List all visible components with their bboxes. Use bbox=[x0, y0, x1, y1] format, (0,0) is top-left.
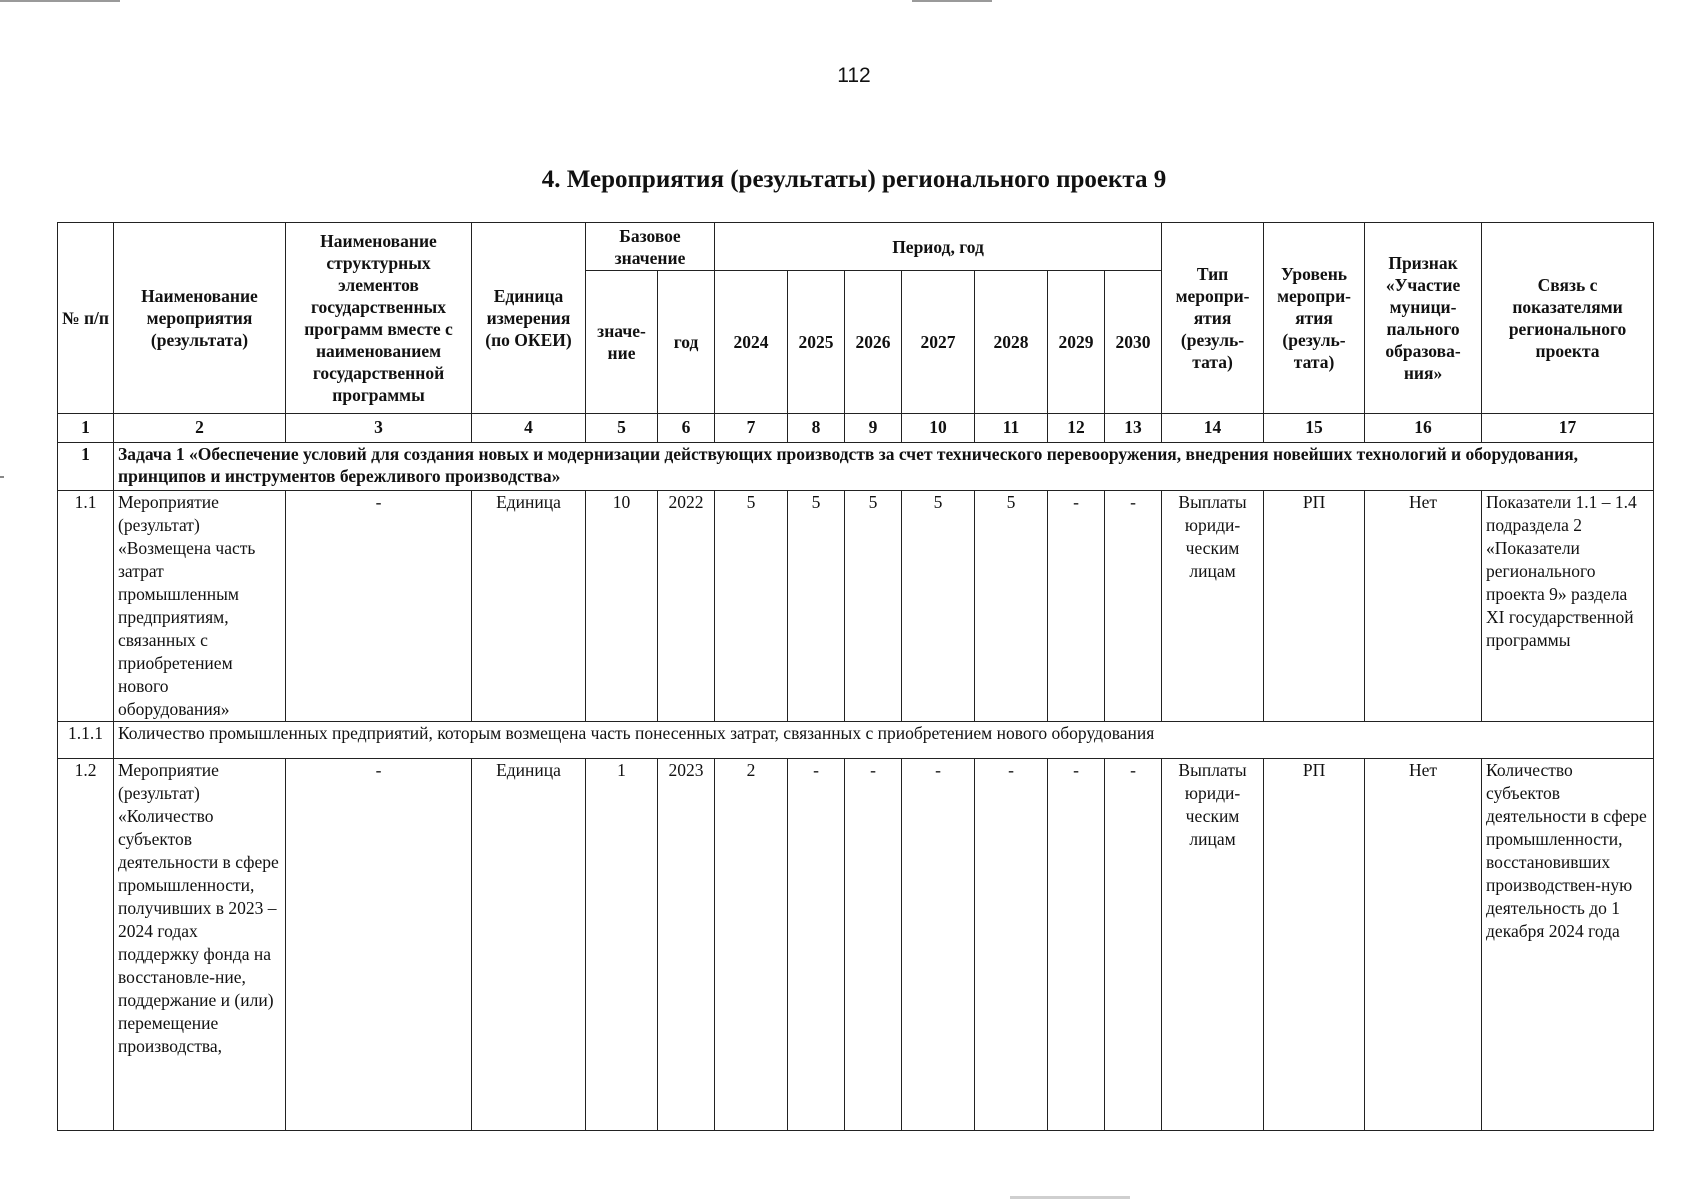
value-2024-cell: 2 bbox=[715, 759, 788, 1131]
unit-cell: Единица bbox=[472, 491, 586, 722]
column-number: 6 bbox=[658, 414, 715, 443]
structural-element: - bbox=[286, 759, 472, 1131]
event-level-cell: РП bbox=[1264, 759, 1365, 1131]
header-row-top bbox=[58, 223, 1654, 271]
header-period: Период, год bbox=[715, 223, 1162, 271]
column-number-row bbox=[58, 414, 1654, 443]
value-2027-cell: 5 bbox=[902, 491, 975, 722]
header-year-2025: 2025 bbox=[788, 271, 845, 414]
scan-edge-line-center bbox=[912, 0, 992, 2]
column-number: 15 bbox=[1264, 414, 1365, 443]
column-number: 3 bbox=[286, 414, 472, 443]
value-2029-cell: - bbox=[1048, 491, 1105, 722]
row-number: 1.2 bbox=[58, 759, 114, 1131]
base-year-cell: 2022 bbox=[658, 491, 715, 722]
column-number: 13 bbox=[1105, 414, 1162, 443]
header-type: Тип меропри-ятия (резуль-тата) bbox=[1162, 223, 1264, 414]
table-row-1-2 bbox=[58, 759, 1654, 1131]
value-2026-cell: 5 bbox=[845, 491, 902, 722]
base-value-cell: 1 bbox=[586, 759, 658, 1131]
value-2028-cell: - bbox=[975, 759, 1048, 1131]
header-level: Уровень меропри-ятия (резуль-тата) bbox=[1264, 223, 1365, 414]
column-number: 1 bbox=[58, 414, 114, 443]
header-year-2026: 2026 bbox=[845, 271, 902, 414]
base-year-cell: 2023 bbox=[658, 759, 715, 1131]
indicator-link-cell: Количество субъектов деятельности в сфере промышленности, восстановивших производствен-ную деятельность до 1 декабря 2024 года bbox=[1482, 759, 1654, 1131]
event-type-cell: Выплаты юриди-ческим лицам bbox=[1162, 759, 1264, 1131]
value-2025-cell: - bbox=[788, 759, 845, 1131]
column-number: 7 bbox=[715, 414, 788, 443]
table-row-1-1-1 bbox=[58, 722, 1654, 759]
header-year-2027: 2027 bbox=[902, 271, 975, 414]
value-2025-cell: 5 bbox=[788, 491, 845, 722]
task-text: Задача 1 «Обеспечение условий для создания новых и модернизации действующих производств за счет технического перевооружения, внедрения новейших технологий и оборудования, принципов и инструментов бережливого производства» bbox=[114, 443, 1654, 491]
structural-element: - bbox=[286, 491, 472, 722]
column-number: 9 bbox=[845, 414, 902, 443]
section-title: 4. Мероприятия (результаты) регионального проекта 9 bbox=[541, 166, 1167, 193]
column-number: 8 bbox=[788, 414, 845, 443]
unit-cell: Единица bbox=[472, 759, 586, 1131]
municipal-flag-cell: Нет bbox=[1365, 491, 1482, 722]
header-unit: Единица измерения (по ОКЕИ) bbox=[472, 223, 586, 414]
row-number: 1.1 bbox=[58, 491, 114, 722]
task-row bbox=[58, 443, 1654, 491]
value-2030-cell: - bbox=[1105, 759, 1162, 1131]
event-name: Мероприятие (результат) «Количество субъектов деятельности в сфере промышленности, получивших в 2023 – 2024 годах поддержку фонда на восстановле-ние, поддержание и (или) перемещение производства, bbox=[114, 759, 286, 1131]
task-number: 1 bbox=[58, 443, 114, 491]
header-structural: Наименование структурных элементов государственных программ вместе с наименованием государственной программы bbox=[286, 223, 472, 414]
scan-margin-mark bbox=[0, 476, 4, 478]
page-number: 112 bbox=[837, 64, 871, 87]
header-year-2028: 2028 bbox=[975, 271, 1048, 414]
header-year-2029: 2029 bbox=[1048, 271, 1105, 414]
column-number: 10 bbox=[902, 414, 975, 443]
municipal-flag-cell: Нет bbox=[1365, 759, 1482, 1131]
header-base-value: значе-ние bbox=[586, 271, 658, 414]
header-name: Наименование мероприятия (результата) bbox=[114, 223, 286, 414]
value-2030-cell: - bbox=[1105, 491, 1162, 722]
value-2028-cell: 5 bbox=[975, 491, 1048, 722]
subtask-text: Количество промышленных предприятий, которым возмещена часть понесенных затрат, связанных с приобретением нового оборудования bbox=[114, 722, 1654, 759]
value-2024-cell: 5 bbox=[715, 491, 788, 722]
scan-edge-line-left bbox=[0, 0, 120, 2]
column-number: 16 bbox=[1365, 414, 1482, 443]
event-level-cell: РП bbox=[1264, 491, 1365, 722]
column-number: 12 bbox=[1048, 414, 1105, 443]
table-row-1-1 bbox=[58, 491, 1654, 722]
events-table bbox=[57, 222, 1654, 1131]
header-link: Связь с показателями регионального проекта bbox=[1482, 223, 1654, 414]
column-number: 11 bbox=[975, 414, 1048, 443]
event-type-cell: Выплаты юриди-ческим лицам bbox=[1162, 491, 1264, 722]
event-name: Мероприятие (результат) «Возмещена часть затрат промышленным предприятиям, связанных с приобретением нового оборудования» bbox=[114, 491, 286, 722]
row-number: 1.1.1 bbox=[58, 722, 114, 759]
header-year-2030: 2030 bbox=[1105, 271, 1162, 414]
column-number: 2 bbox=[114, 414, 286, 443]
header-num: № п/п bbox=[58, 223, 114, 414]
header-base: Базовое значение bbox=[586, 223, 715, 271]
column-number: 17 bbox=[1482, 414, 1654, 443]
scan-bottom-mark bbox=[1010, 1196, 1130, 1199]
header-municipal: Признак «Участие муници-пального образова-ния» bbox=[1365, 223, 1482, 414]
column-number: 14 bbox=[1162, 414, 1264, 443]
indicator-link-cell: Показатели 1.1 – 1.4 подраздела 2 «Показатели регионального проекта 9» раздела XI государственной программы bbox=[1482, 491, 1654, 722]
value-2029-cell: - bbox=[1048, 759, 1105, 1131]
value-2026-cell: - bbox=[845, 759, 902, 1131]
column-number: 4 bbox=[472, 414, 586, 443]
header-year-2024: 2024 bbox=[715, 271, 788, 414]
base-value-cell: 10 bbox=[586, 491, 658, 722]
column-number: 5 bbox=[586, 414, 658, 443]
value-2027-cell: - bbox=[902, 759, 975, 1131]
header-base-year: год bbox=[658, 271, 715, 414]
